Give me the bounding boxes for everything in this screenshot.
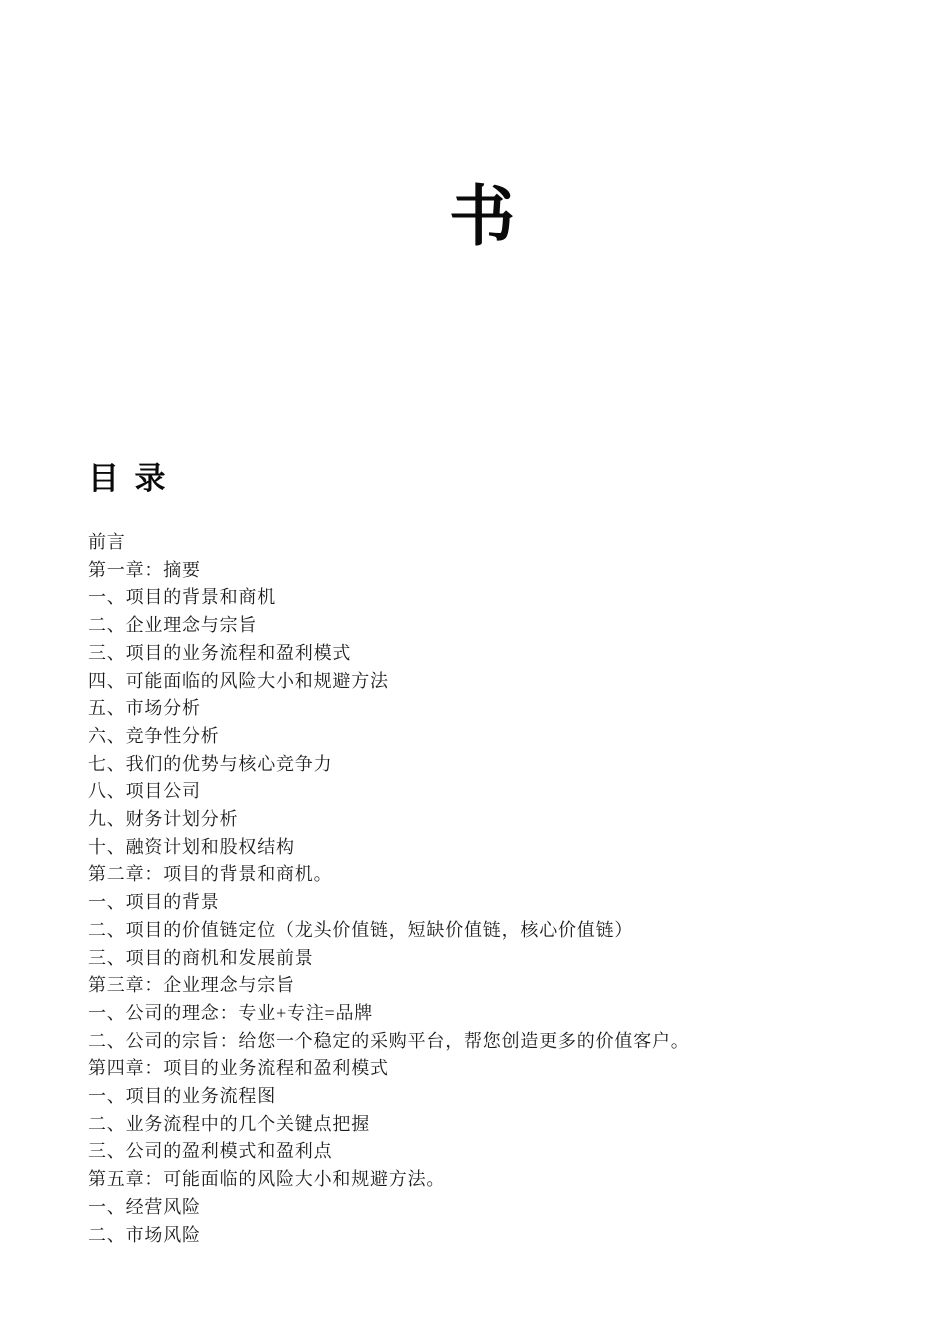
toc-item: 第四章：项目的业务流程和盈利模式 [88,1058,389,1079]
toc-item: 第一章：摘要 [88,559,201,580]
toc-item: 九、财务计划分析 [88,809,239,830]
toc-item: 七、我们的优势与核心竞争力 [88,753,333,774]
toc-item: 二、企业理念与宗旨 [88,615,258,636]
toc-heading: 目 录 [88,461,166,496]
toc-item: 二、项目的价值链定位（龙头价值链，短缺价值链，核心价值链） [88,919,634,940]
toc-item: 第三章：企业理念与宗旨 [88,975,295,996]
toc-item: 二、公司的宗旨：给您一个稳定的采购平台，帮您创造更多的价值客户。 [88,1030,690,1051]
toc-item: 三、项目的商机和发展前景 [88,947,314,968]
toc-list [88,529,908,1249]
toc-item: 二、业务流程中的几个关键点把握 [88,1113,370,1134]
toc-item: 第二章：项目的背景和商机。 [88,864,333,885]
toc-item: 一、项目的业务流程图 [88,1086,276,1107]
toc-item: 四、可能面临的风险大小和规避方法 [88,670,389,691]
toc-item: 五、市场分析 [88,698,201,719]
document-title: 书 [449,178,515,255]
toc-item: 一、项目的背景和商机 [88,587,276,608]
toc-item: 第五章：可能面临的风险大小和规避方法。 [88,1169,446,1190]
toc-item: 三、公司的盈利模式和盈利点 [88,1141,333,1162]
toc-item: 前言 [88,532,126,552]
toc-item: 六、竞争性分析 [88,725,220,746]
toc-item: 一、公司的理念：专业+专注=品牌 [88,1002,374,1023]
toc-item: 三、项目的业务流程和盈利模式 [88,642,352,663]
toc-item: 八、项目公司 [88,781,201,802]
toc-item: 一、经营风险 [88,1196,201,1217]
toc-item: 一、项目的背景 [88,892,220,913]
toc-item: 十、融资计划和股权结构 [88,836,295,857]
toc-item: 二、市场风险 [88,1224,201,1245]
